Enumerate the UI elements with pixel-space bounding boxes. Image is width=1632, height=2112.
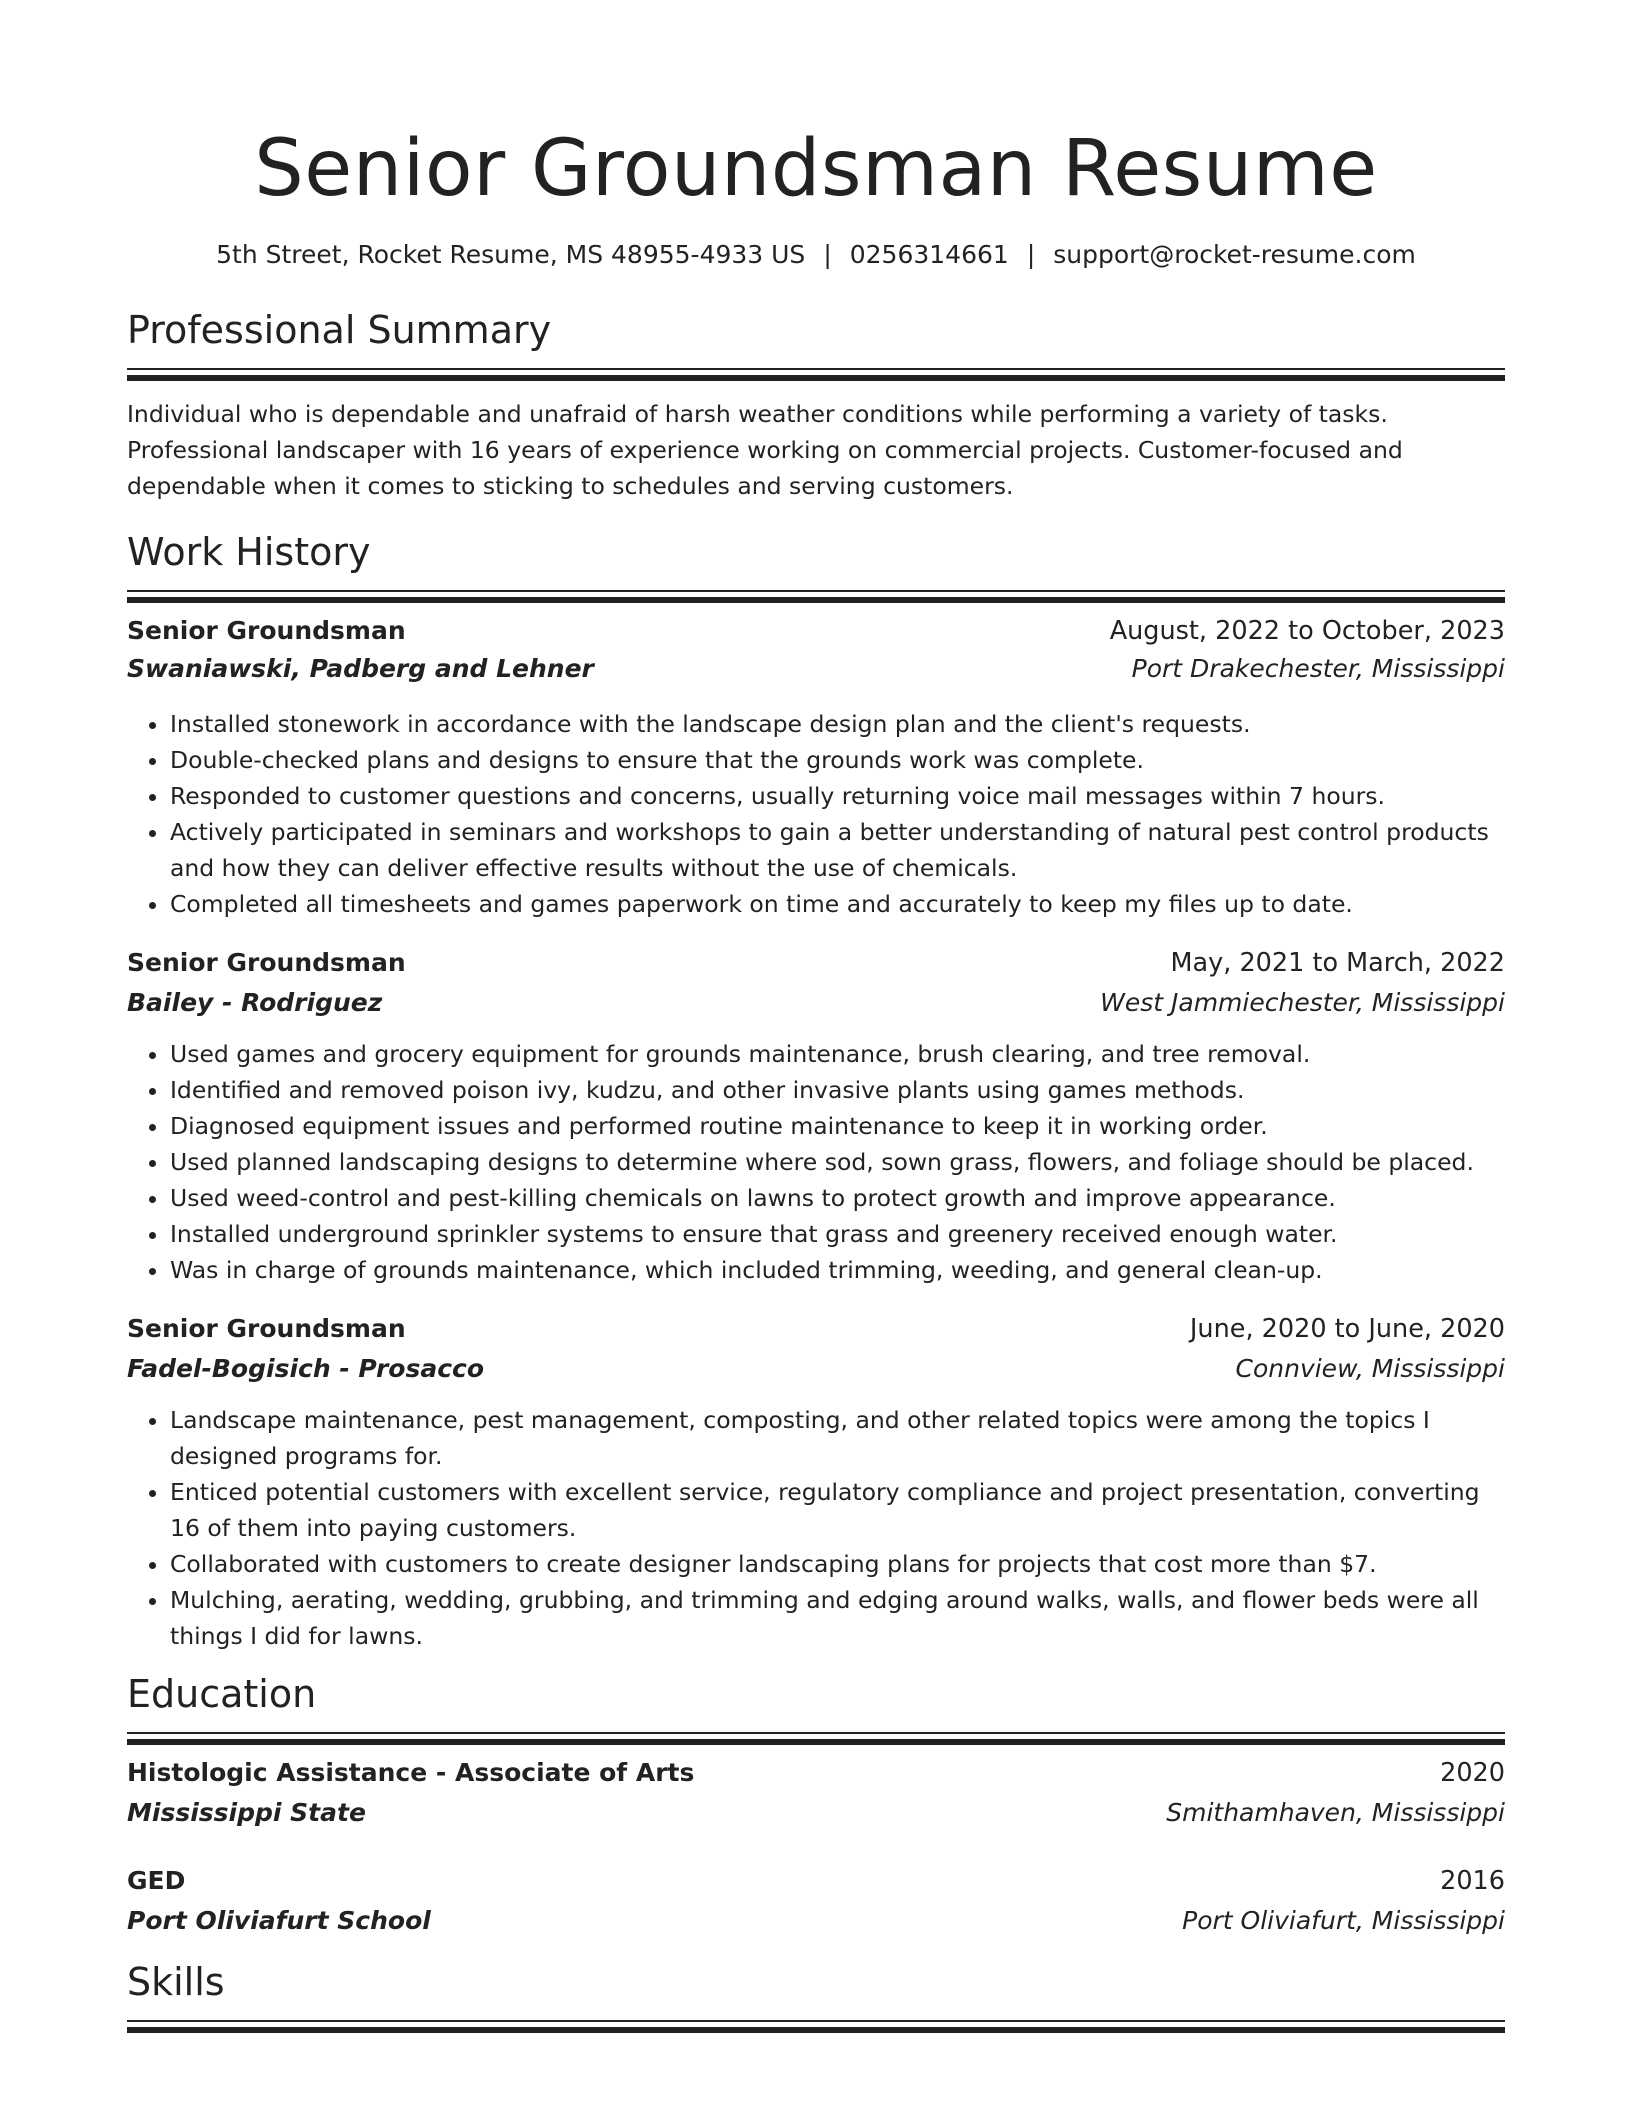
- section-divider: [127, 368, 1505, 380]
- job-bullets: [127, 706, 1505, 922]
- job-header-row: [127, 1314, 1505, 1354]
- job-bullet: • Installed stonework in accordance with the landscape design plan and the client's requests.: [170, 706, 1505, 742]
- contact-address: 5th Street, Rocket Resume, MS 48955-4933 US: [216, 240, 806, 269]
- job-bullet: • Identified and removed poison ivy, kudzu, and other invasive plants using games methods.: [170, 1072, 1505, 1108]
- job-location: Connview, Mississippi: [1235, 1354, 1505, 1383]
- section-heading-education: Education: [127, 1672, 317, 1716]
- job-bullet: • Used games and grocery equipment for grounds maintenance, brush clearing, and tree removal.: [170, 1036, 1505, 1072]
- job-location: Port Drakechester, Mississippi: [1131, 654, 1505, 683]
- job-header-row: [127, 948, 1505, 988]
- contact-line: [127, 238, 1505, 272]
- education-year: 2020: [1440, 1758, 1505, 1788]
- section-divider: [127, 590, 1505, 602]
- job-header-row: [127, 616, 1505, 654]
- job-title: Senior Groundsman: [127, 948, 406, 977]
- education-section: [127, 1670, 1505, 1944]
- job-bullet: • Used planned landscaping designs to determine where sod, sown grass, flowers, and foliage should be placed.: [170, 1144, 1505, 1180]
- education-year: 2016: [1440, 1866, 1505, 1896]
- education-degree: GED: [127, 1866, 186, 1895]
- section-divider: [127, 2020, 1505, 2032]
- section-heading-summary: Professional Summary: [127, 308, 552, 352]
- job-employer: Bailey - Rodriguez: [127, 988, 383, 1017]
- job-dates: May, 2021 to March, 2022: [1170, 948, 1505, 978]
- job-title: Senior Groundsman: [127, 1314, 406, 1343]
- job-entry: [127, 616, 1505, 922]
- contact-phone: 0256314661: [849, 240, 1009, 269]
- job-bullet: • Collaborated with customers to create designer landscaping plans for projects that cost more than $7.: [170, 1546, 1505, 1582]
- job-employer: Swaniawski, Padberg and Lehner: [127, 654, 594, 683]
- section-heading-skills: Skills: [127, 1960, 225, 2004]
- job-entry: [127, 948, 1505, 1288]
- job-bullet: • Diagnosed equipment issues and performed routine maintenance to keep it in working order.: [170, 1108, 1505, 1144]
- job-bullet: • Landscape maintenance, pest management, composting, and other related topics were among the topics I designed programs for.: [170, 1402, 1505, 1474]
- education-entry: [127, 1866, 1505, 1944]
- education-entry: [127, 1758, 1505, 1836]
- education-school: Mississippi State: [127, 1798, 366, 1827]
- education-school-row: [127, 1798, 1505, 1836]
- education-location: Port Oliviafurt, Mississippi: [1182, 1906, 1505, 1935]
- resume-title: Senior Groundsman Resume: [254, 124, 1378, 214]
- job-location: West Jammiechester, Mississippi: [1100, 988, 1505, 1017]
- education-header-row: [127, 1866, 1505, 1906]
- skills-section: [127, 1958, 1505, 2032]
- job-employer-row: [127, 654, 1505, 692]
- job-bullet: • Mulching, aerating, wedding, grubbing, and trimming and edging around walks, walls, and flower beds were all things I did for lawns.: [170, 1582, 1505, 1654]
- summary-text: Individual who is dependable and unafraid of harsh weather conditions while performing a variety of tasks. Professional landscaper with 16 years of experience working on commercial projects. Customer-focused and dependable when it comes to sticking to schedules and serving customers.: [127, 400, 1403, 500]
- education-location: Smithamhaven, Mississippi: [1166, 1798, 1505, 1827]
- job-employer-row: [127, 1354, 1505, 1392]
- job-bullet: • Double-checked plans and designs to ensure that the grounds work was complete.: [170, 742, 1505, 778]
- job-bullet: • Used weed-control and pest-killing chemicals on lawns to protect growth and improve appearance.: [170, 1180, 1505, 1216]
- education-school: Port Oliviafurt School: [127, 1906, 431, 1935]
- job-dates: August, 2022 to October, 2023: [1109, 616, 1505, 646]
- work-history-section: [127, 528, 1505, 1654]
- job-title: Senior Groundsman: [127, 616, 406, 645]
- job-bullets: [127, 1402, 1505, 1654]
- education-degree: Histologic Assistance - Associate of Arts: [127, 1758, 695, 1787]
- contact-separator: |: [1026, 240, 1036, 269]
- job-entry: [127, 1314, 1505, 1654]
- job-bullets: [127, 1036, 1505, 1288]
- summary-section: [127, 306, 1505, 504]
- contact-email: support@rocket-resume.com: [1053, 240, 1416, 269]
- job-bullet: • Installed underground sprinkler systems to ensure that grass and greenery received enough water.: [170, 1216, 1505, 1252]
- job-bullet: • Enticed potential customers with excellent service, regulatory compliance and project presentation, converting 16 of them into paying customers.: [170, 1474, 1505, 1546]
- education-school-row: [127, 1906, 1505, 1944]
- job-bullet: • Was in charge of grounds maintenance, which included trimming, weeding, and general clean-up.: [170, 1252, 1505, 1288]
- job-employer: Fadel-Bogisich - Prosacco: [127, 1354, 485, 1383]
- section-heading-work-history: Work History: [127, 530, 371, 574]
- job-bullet: • Actively participated in seminars and workshops to gain a better understanding of natural pest control products and how they can deliver effective results without the use of chemicals.: [170, 814, 1505, 886]
- job-bullet: • Responded to customer questions and concerns, usually returning voice mail messages within 7 hours.: [170, 778, 1505, 814]
- job-dates: June, 2020 to June, 2020: [1189, 1314, 1505, 1344]
- job-employer-row: [127, 988, 1505, 1026]
- contact-separator: |: [823, 240, 832, 269]
- section-divider: [127, 1732, 1505, 1744]
- job-bullet: • Completed all timesheets and games paperwork on time and accurately to keep my files up to date.: [170, 886, 1505, 922]
- education-header-row: [127, 1758, 1505, 1798]
